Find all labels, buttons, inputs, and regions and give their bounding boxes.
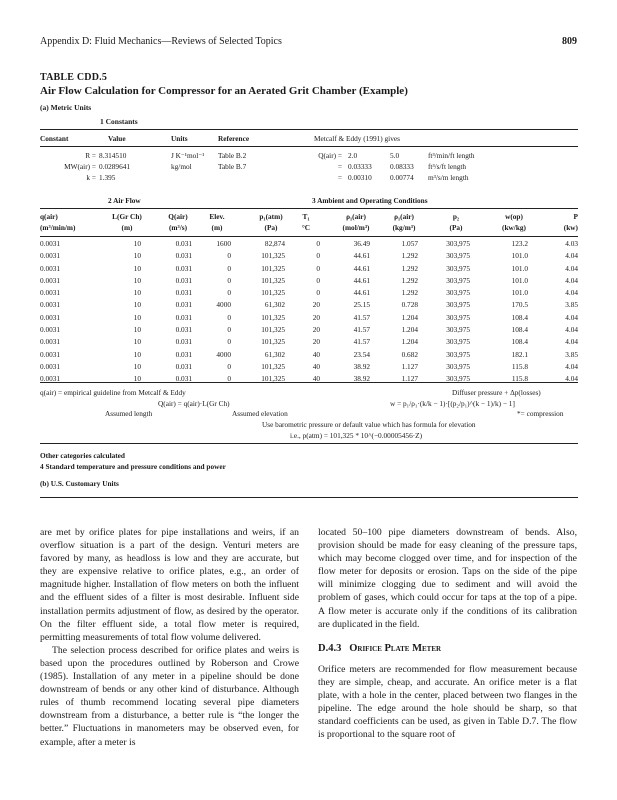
running-header	[40, 36, 577, 50]
table-cell: 0.031	[175, 288, 192, 298]
table-cell: 1.292	[401, 288, 418, 298]
const-value: 8.314510	[99, 151, 127, 160]
table-bottom-rule	[40, 497, 578, 498]
table-cell: 101.0	[511, 251, 528, 261]
table-cell: 10	[133, 251, 141, 261]
table-cell: 0.031	[175, 251, 192, 261]
table-cell: 4.04	[565, 263, 578, 273]
table-cell: 303,975	[446, 337, 470, 347]
table-id: TABLE CDD.5	[40, 72, 108, 83]
gives-v1: 0.03333	[348, 162, 372, 171]
table-row	[40, 349, 578, 361]
table-cell: 0	[316, 288, 320, 298]
table-cell: 23.54	[353, 349, 370, 359]
table-cell: 41.57	[353, 312, 370, 322]
table-row	[40, 287, 578, 299]
table-cell: 20	[312, 300, 320, 310]
col-header-Qair: Q(air)	[168, 212, 188, 221]
table-cell: 1.292	[401, 251, 418, 261]
table-cell: 41.57	[353, 337, 370, 347]
table-row	[40, 324, 578, 336]
table-cell: 40	[312, 361, 320, 371]
section-heading	[318, 642, 577, 655]
note-barometric: Use barometric pressure or default value which has formula for elevation	[262, 420, 476, 429]
table-cell: 10	[133, 288, 141, 298]
note-diffuser: Diffuser pressure + Δp(losses)	[452, 388, 541, 397]
table-cell: 20	[312, 325, 320, 335]
table-cell: 101.0	[511, 288, 528, 298]
section-title: Orifice Plate Meter	[349, 642, 442, 654]
const-units: J K⁻¹mol⁻¹	[171, 151, 205, 160]
col-header-p2: p₂	[452, 212, 460, 221]
table-cell: 20	[312, 337, 320, 347]
table-cell: 0.0031	[40, 275, 61, 285]
chapter-title: Appendix D: Fluid Mechanics—Reviews of Selected Topics	[40, 36, 282, 47]
table-cell: 10	[133, 263, 141, 273]
table-cell: 101,325	[261, 275, 285, 285]
table-cell: 44.61	[353, 288, 370, 298]
table-cell: 303,975	[446, 263, 470, 273]
table-row	[40, 275, 578, 287]
col-header-unit-rho-mol: (mol/m³)	[342, 223, 370, 232]
table-row	[40, 361, 578, 373]
std-conditions: 4 Standard temperature and pressure conditions and power	[40, 462, 226, 471]
gives-label: Q(air) =	[318, 151, 342, 160]
table-cell: 303,975	[446, 300, 470, 310]
table-cell: 0	[227, 325, 231, 335]
table-cell: 108.4	[511, 325, 528, 335]
const-name: R =	[85, 151, 96, 160]
table-row	[40, 263, 578, 275]
col-header-rho-mol: ρ₁(air)	[346, 212, 366, 221]
const-ref: Table B.2	[218, 151, 247, 160]
const-name: MW(air) =	[64, 162, 96, 171]
note-compression: *= compression	[517, 409, 564, 418]
table-cell: 303,975	[446, 374, 470, 384]
table-cell: 38.92	[353, 374, 370, 384]
table-cell: 40	[312, 374, 320, 384]
table-cell: 44.61	[353, 275, 370, 285]
section-ambient: 3 Ambient and Operating Conditions	[312, 196, 428, 205]
metcalf-gives: Metcalf & Eddy (1991) gives	[314, 134, 400, 143]
table-cell: 101.0	[511, 263, 528, 273]
table-cell: 0.0031	[40, 361, 61, 371]
table-cell: 10	[133, 374, 141, 384]
col-header-unit-power: (kw)	[563, 223, 578, 232]
const-header-value: Value	[108, 134, 126, 143]
table-rule	[40, 236, 578, 237]
table-cell: 41.57	[353, 325, 370, 335]
note-work-eq: w = p₁/ρ₁·(k/k − 1)·[(p₂/p₁)^(k − 1)/k) − 1]	[390, 399, 515, 408]
table-cell: 10	[133, 300, 141, 310]
other-categories: Other categories calculated	[40, 451, 125, 460]
col-header-qair: q(air)	[40, 212, 58, 221]
table-cell: 10	[133, 239, 141, 248]
table-cell: 101,325	[261, 263, 285, 273]
table-cell: 0	[227, 288, 231, 298]
table-cell: 0.031	[175, 325, 192, 335]
table-cell: 0	[227, 337, 231, 347]
table-cell: 10	[133, 349, 141, 359]
table-cell: 303,975	[446, 361, 470, 371]
table-row	[40, 336, 578, 348]
table-cell: 25.15	[353, 300, 370, 310]
note-qair: q(air) = empirical guideline from Metcalf & Eddy	[40, 388, 186, 397]
body-paragraph: located 50–100 pipe diameters downstream of bends. Also, provision should be made for easy cleaning of the pressure taps, which may become clogged over time, and for inspection of the flow meter for deposits or erosion. Taps on the side of the pipe will minimize clogging due to sediment and will avoid the problem of gases, which could occur for taps at the top of a pipe. A flow meter is accurate only if the conditions of its calibration are duplicated in the field.	[318, 527, 577, 630]
table-cell: 3.85	[565, 300, 578, 310]
table-cell: 4.04	[565, 312, 578, 322]
table-cell: 36.49	[353, 239, 370, 248]
const-units: kg/mol	[171, 162, 192, 171]
table-rule	[40, 208, 578, 209]
table-cell: 44.61	[353, 263, 370, 273]
col-header-wop: w(op)	[505, 212, 523, 221]
col-header-elev: Elev.	[209, 212, 225, 221]
gives-unit: ft³/s/ft length	[428, 162, 467, 171]
table-cell: 0	[227, 275, 231, 285]
body-left-column	[40, 526, 299, 749]
table-cell: 101,325	[261, 325, 285, 335]
table-cell: 0.031	[175, 374, 192, 384]
table-cell: 108.4	[511, 312, 528, 322]
table-cell: 0.031	[175, 361, 192, 371]
table-cell: 303,975	[446, 312, 470, 322]
table-row	[40, 312, 578, 324]
table-cell: 0	[227, 251, 231, 261]
table-cell: 182.1	[511, 349, 528, 359]
gives-v2: 0.00774	[390, 173, 414, 182]
page-number: 809	[562, 36, 577, 47]
table-cell: 0	[227, 312, 231, 322]
table-cell: 1.057	[401, 239, 418, 248]
table-cell: 101,325	[261, 312, 285, 322]
section-constants: 1 Constants	[100, 117, 138, 126]
table-cell: 1.204	[401, 325, 418, 335]
gives-unit: ft³/min/ft length	[428, 151, 475, 160]
table-cell: 61,302	[264, 349, 285, 359]
table-cell: 0.0031	[40, 263, 61, 273]
table-cell: 4.04	[565, 251, 578, 261]
table-cell: 101,325	[261, 288, 285, 298]
table-cell: 0.0031	[40, 349, 61, 359]
table-cell: 108.4	[511, 337, 528, 347]
table-cell: 10	[133, 275, 141, 285]
table-cell: 0	[316, 239, 320, 248]
table-title: Air Flow Calculation for Compressor for an Aerated Grit Chamber (Example)	[40, 85, 408, 97]
table-cell: 101,325	[261, 251, 285, 261]
const-header-constant: Constant	[40, 134, 69, 143]
table-rule	[40, 443, 578, 444]
gives-unit: m³/s/m length	[428, 173, 469, 182]
const-ref: Table B.7	[218, 162, 247, 171]
table-cell: 0.031	[175, 239, 192, 248]
table-cell: 0	[227, 263, 231, 273]
table-cell: 303,975	[446, 275, 470, 285]
note-length: Assumed length	[105, 409, 153, 418]
gives-label: =	[337, 162, 342, 171]
table-rule	[40, 146, 578, 147]
table-cell: 40	[312, 349, 320, 359]
table-header-row	[40, 212, 578, 234]
gives-v1: 2.0	[348, 151, 358, 160]
table-cell: 4.04	[565, 337, 578, 347]
table-cell: 0.0031	[40, 374, 61, 384]
table-cell: 0.031	[175, 337, 192, 347]
table-cell: 0.031	[175, 275, 192, 285]
table-cell: 4.04	[565, 288, 578, 298]
table-cell: 0.0031	[40, 288, 61, 298]
table-cell: 1.204	[401, 312, 418, 322]
table-cell: 61,302	[264, 300, 285, 310]
table-cell: 1.292	[401, 275, 418, 285]
table-cell: 0	[316, 263, 320, 273]
section-air-flow: 2 Air Flow	[108, 196, 141, 205]
col-header-power: P	[573, 212, 578, 221]
table-cell: 0.682	[401, 349, 418, 359]
table-cell: 0.0031	[40, 312, 61, 322]
table-cell: 303,975	[446, 251, 470, 261]
table-cell: 0	[316, 251, 320, 261]
body-paragraph: The selection process described for orifice plates and weirs is based upon the procedures outlined by Roberson and Crowe (1985). Installation of any meter in a pipeline should be done downstream of bends or any other kind of disturbance. Although rules of thumb recommend locating several pipe diameters downstream from a disturbance, a better rule is “the longer the better.” Fluctuations in manometers may be observed even, for example, after a meter is	[40, 644, 299, 748]
table-cell: 303,975	[446, 288, 470, 298]
table-cell: 1.127	[401, 374, 418, 384]
table-cell: 0	[227, 374, 231, 384]
table-row	[40, 373, 578, 385]
table-row	[40, 299, 578, 311]
col-header-length: L(Gr Ch)	[112, 212, 142, 221]
table-cell: 4.04	[565, 275, 578, 285]
body-right-column	[318, 526, 577, 741]
table-row	[40, 238, 578, 250]
table-cell: 10	[133, 361, 141, 371]
table-cell: 4000	[216, 300, 231, 310]
subsection-us: (b) U.S. Customary Units	[40, 479, 119, 488]
table-rule	[40, 129, 578, 130]
table-cell: 0.0031	[40, 239, 61, 248]
table-cell: 3.85	[565, 349, 578, 359]
table-cell: 0.0031	[40, 325, 61, 335]
col-header-unit-elev: (m)	[211, 223, 223, 232]
table-cell: 20	[312, 312, 320, 322]
table-cell: 170.5	[511, 300, 528, 310]
gives-v1: 0.00310	[348, 173, 372, 182]
table-cell: 10	[133, 312, 141, 322]
col-header-unit-length: (m)	[121, 223, 133, 232]
table-cell: 4.04	[565, 325, 578, 335]
table-cell: 0.031	[175, 349, 192, 359]
table-cell: 0.0031	[40, 300, 61, 310]
table-cell: 10	[133, 337, 141, 347]
table-cell: 303,975	[446, 349, 470, 359]
table-cell: 82,874	[264, 239, 285, 248]
const-header-units: Units	[171, 134, 188, 143]
col-header-unit-temp: °C	[301, 223, 311, 232]
table-cell: 303,975	[446, 239, 470, 248]
table-cell: 101,325	[261, 361, 285, 371]
col-header-patm: p₁(atm)	[259, 212, 283, 221]
const-value: 0.0289641	[99, 162, 131, 171]
table-cell: 4.03	[565, 239, 578, 248]
table-cell: 123.2	[511, 239, 528, 248]
table-cell: 10	[133, 325, 141, 335]
table-cell: 1.292	[401, 263, 418, 273]
gives-v2: 0.08333	[390, 162, 414, 171]
col-header-rho-kg: ρ₁(air)	[394, 212, 414, 221]
col-header-unit-Qair: (m³/s)	[169, 223, 187, 232]
gives-v2: 5.0	[390, 151, 400, 160]
table-cell: 1.204	[401, 337, 418, 347]
section-number: D.4.3	[318, 642, 342, 654]
col-header-unit-rho-kg: (kg/m³)	[392, 223, 416, 232]
col-header-unit-p2: (Pa)	[449, 223, 463, 232]
table-cell: 101.0	[511, 275, 528, 285]
table-cell: 115.8	[511, 361, 528, 371]
table-rule	[40, 382, 578, 383]
col-header-unit-patm: (Pa)	[264, 223, 278, 232]
col-header-unit-qair: (m³/min/m)	[40, 223, 76, 232]
table-cell: 0.0031	[40, 251, 61, 261]
table-cell: 303,975	[446, 325, 470, 335]
table-cell: 0.0031	[40, 337, 61, 347]
table-row	[40, 250, 578, 262]
table-cell: 101,325	[261, 337, 285, 347]
table-cell: 0.728	[401, 300, 418, 310]
const-name: k =	[86, 173, 96, 182]
table-cell: 115.8	[511, 374, 528, 384]
table-cell: 4.04	[565, 374, 578, 384]
table-cell: 101,325	[261, 374, 285, 384]
subsection-metric: (a) Metric Units	[40, 103, 92, 112]
note-elevation: Assumed elevation	[232, 409, 288, 418]
gives-label: =	[337, 173, 342, 182]
col-header-temp: T₁	[302, 212, 310, 221]
body-paragraph: Orifice meters are recommended for flow measurement because they are simple, cheap, and accurate. An orifice meter is a flat plate, with a hole in the center, placed between two flanges in the pipeline. The edge around the hole should be sharp, so that standard coefficients can be used, as given in Table D.7. The flow is proportional to the square root of	[318, 663, 577, 741]
table-cell: 4.04	[565, 361, 578, 371]
table-cell: 0	[316, 275, 320, 285]
table-cell: 1.127	[401, 361, 418, 371]
table-cell: 38.92	[353, 361, 370, 371]
body-paragraph: are met by orifice plates for pipe installations and weirs, if an overflow situation is a part of the design. Venturi meters are favored by many, as headloss is low and they are accurate, but they are expensive relative to orifice plates, e.g., an order of magnitude higher. Installation of flow meters on both the influent and the effluent sides of a filter is most desirable. Influent side installation permits adjustment of flow, as desired by the operator. On the filter effluent side, a total flow meter is required, permitting measurements of total flow volume delivered.	[40, 527, 299, 643]
data-table	[40, 212, 578, 386]
table-cell: 0.031	[175, 300, 192, 310]
table-cell: 4000	[216, 349, 231, 359]
table-cell: 1600	[216, 239, 231, 248]
table-cell: 0.031	[175, 312, 192, 322]
note-formula: i.e., p(atm) = 101,325 * 10^(−0.00005456·Z)	[290, 431, 423, 440]
table-cell: 44.61	[353, 251, 370, 261]
const-value: 1.395	[99, 173, 116, 182]
table-cell: 0.031	[175, 263, 192, 273]
const-header-reference: Reference	[218, 134, 250, 143]
note-Qair: Q(air) = q(air)·L(Gr Ch)	[158, 399, 230, 408]
table-cell: 0	[227, 361, 231, 371]
col-header-unit-wop: (kw/kg)	[502, 223, 526, 232]
